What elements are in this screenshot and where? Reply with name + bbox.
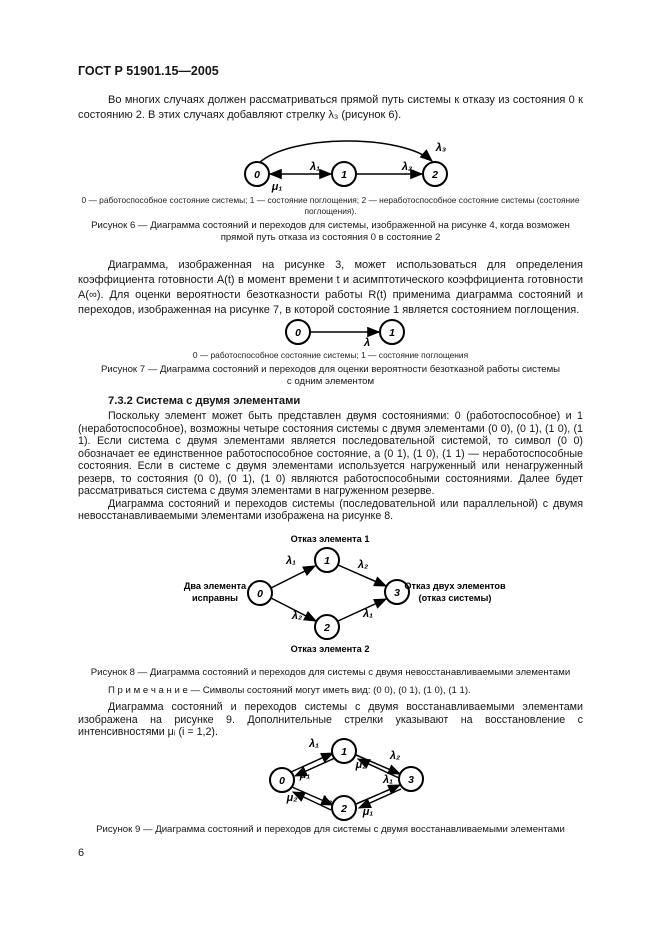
state-2-label: 2 [341,803,347,815]
lambda2-0-2-label: λ₂ [321,795,333,807]
figure7-diagram [283,316,408,350]
figure6-caption: Рисунок 6 — Диаграмма состояний и переходов для системы, изображенной на рисунке 4, когда возможен прямой путь отказа из состояния 0 в состояние 2 [91,220,570,243]
state-2-label: 2 [324,622,330,634]
mu1-1-0-label: μ₁ [299,769,311,781]
annotation-both-ok-line2: исправны [191,593,239,603]
paragraph-intro: Во многих случаях должен рассматриваться прямой путь системы к отказу из состояния 0 к состоянию 2. В этих случаях добавляют стрелку λ₃ (рисунок 6). [78,94,583,121]
page-header: ГОСТ Р 51901.15—2005 [78,64,219,78]
figure7-caption-line2: с одним элементом [286,376,375,387]
paragraph-nonrepairable-intro: Диаграмма состояний и переходов системы (последовательной или параллельной) с двумя невосстанавливаемыми элементами изображена на рисунке 8. [78,497,583,522]
lambda1-0-1-label: λ₁ [286,555,296,567]
lambda1-label: λ₁ [310,161,320,173]
arrow-lambda3-0-to-2 [259,141,432,163]
state-0-label: 0 [257,588,263,600]
figure9-diagram [210,730,450,824]
mu1-3-2-label: μ₁ [362,806,374,818]
annotation-both-ok-line1: Два элемента [183,581,247,591]
figure7-caption-line1: Рисунок 7 — Диаграмма состояний и переходов для оценки вероятности безотказной работы системы [100,364,561,375]
page-number: 6 [78,847,85,859]
annotation-system-failure-line2: (отказ системы) [418,593,492,603]
lambda2-1-3-label: λ₂ [357,559,369,571]
lambda3-label: λ₃ [435,142,447,154]
arrow-lambda1-2-to-3 [356,785,400,804]
state-1-label: 1 [341,746,347,758]
state-1-label: 1 [324,555,330,567]
lambda1-2-3-label: λ₁ [363,608,373,620]
figure6-diagram [233,126,463,198]
figure6-legend: 0 — работоспособное состояние системы; 1 — состояние поглощения; 2 — неработоспособное состояние системы (состояние поглощения). [81,195,580,216]
lambda2-label: λ₂ [401,161,413,173]
paragraph-two-element-states: Поскольку элемент может быть представлен двумя состояниями: 0 (работоспособное) и 1 (неработоспособное), возможны четыре состояния системы с двумя элементами (0 0), (0 1), (1 0), (1 1). Если система с двумя элементами является последовательной системой, то символ (0 0) обозначает ее единственное работоспособное состояние, а (0 1), (1 0), (1 1) — неработоспособные состояния. Если в системе с двумя элементами используется нагруженный или ненагруженный резерв, то состояния (0 0), (0 1), (1 0) являются работоспособными состояниями. Далее будет рассматриваться система с двумя элементами в нагруженном резерве. [78,410,583,497]
figure8-caption: Рисунок 8 — Диаграмма состояний и переходов для системы с двумя невосстанавливаемыми элементами [90,667,571,678]
section-heading-732: 7.3.2 Система с двумя элементами [108,395,301,407]
state-0-label: 0 [254,169,260,181]
paragraph-availability: Диаграмма, изображенная на рисунке 3, может использоваться для определения коэффициента готовности A(t) в момент времени t и асимптотического коэффициента готовности A(∞). Для оценки вероятности безотказности работы R(t) применима диаграмма состояний и переходов, изображенная на рисунке 7, в которой состояние 1 является состоянием поглощения. [78,259,583,316]
note-state-symbols: П р и м е ч а н и е — Символы состояний могут иметь вид: (0 0), (0 1), (1 0), (1 1). [108,685,471,696]
figure9-caption: Рисунок 9 — Диаграмма состояний и переходов для системы с двумя восстанавливаемыми элементами [96,824,565,835]
annotation-failure-element2: Отказ элемента 2 [290,644,370,654]
arrow-0-to-1 [271,566,315,588]
mu1-label: μ₁ [271,181,283,193]
mu2-3-1-label: μ₂ [355,759,367,771]
annotation-system-failure-line1: Отказ двух элементов [404,581,506,591]
state-2-label: 2 [432,169,438,181]
state-1-label: 1 [341,169,347,181]
state-1-label: 1 [389,327,395,339]
mu2-2-0-label: μ₂ [286,792,298,804]
lambda1-0-1-label: λ₁ [309,738,319,750]
state-3-label: 3 [408,774,414,786]
annotation-failure-element1: Отказ элемента 1 [290,534,370,544]
state-3-label: 3 [394,587,400,599]
lambda2-1-3-label: λ₂ [389,750,401,762]
paragraph-repairable: Диаграмма состояний и переходов системы с двумя восстанавливаемыми элементами изображена на рисунке 9. Дополнительные стрелки указывают на восстановление с интенсивностями μᵢ (i = 1,2). [78,701,583,738]
state-0-label: 0 [295,327,301,339]
figure7-legend: 0 — работоспособное состояние системы; 1 — состояние поглощения [192,350,469,360]
section-732-body [78,410,583,523]
figure8-diagram [110,531,550,663]
lambda1-2-3-label: λ₁ [383,774,393,786]
arrow-2-to-3 [338,599,386,621]
state-0-label: 0 [279,775,285,787]
lambda-label: λ [363,337,371,349]
lambda2-0-2-label: λ₂ [291,610,303,622]
